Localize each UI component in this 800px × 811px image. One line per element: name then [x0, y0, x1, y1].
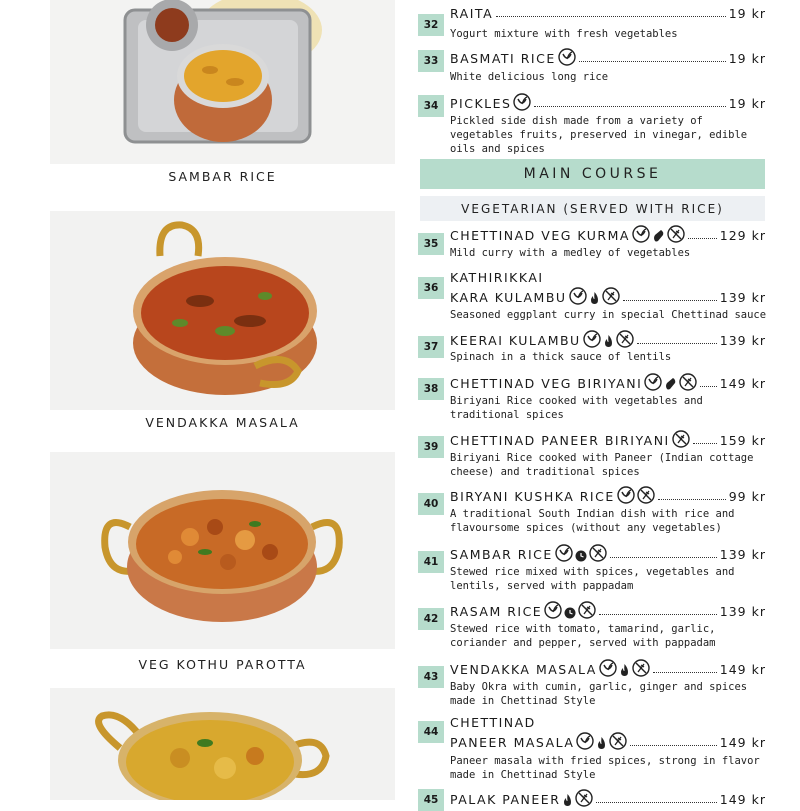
- item-name-line1: KATHIRIKKAI: [450, 270, 544, 285]
- vegan-icon: [544, 601, 562, 619]
- item-description: Biriyani Rice cooked with Paneer (Indian cottage cheese) and traditional spices: [450, 452, 754, 478]
- item-name: PANEER MASALA: [450, 735, 575, 750]
- dotted-leader: [623, 300, 717, 301]
- item-price: 149 kr: [719, 735, 766, 750]
- item-number-badge: 43: [418, 666, 444, 688]
- item-title-row: [450, 732, 766, 750]
- item-title-row: [450, 225, 766, 243]
- item-price: 99 kr: [728, 489, 766, 504]
- vegan-icon: [583, 330, 601, 348]
- photo-caption-3: VEG KOTHU PAROTTA: [138, 657, 307, 672]
- item-number-badge: 37: [418, 336, 444, 358]
- no-gluten-icon: [589, 544, 607, 562]
- spicy-icon: [603, 334, 614, 348]
- photo-caption-1: SAMBAR RICE: [168, 169, 277, 184]
- no-gluten-icon: [609, 732, 627, 750]
- dotted-leader: [688, 238, 717, 239]
- clock-icon: [564, 607, 576, 619]
- clock-icon: [575, 550, 587, 562]
- item-title-row: [450, 287, 766, 305]
- item-name: KEERAI KULAMBU: [450, 333, 581, 348]
- dotted-leader: [700, 386, 717, 387]
- item-price: 19 kr: [728, 6, 766, 21]
- item-title-row: [450, 601, 766, 619]
- dotted-leader: [630, 745, 716, 746]
- item-description: Yogurt mixture with fresh vegetables: [450, 28, 678, 40]
- photo-sambar-rice: [50, 0, 395, 164]
- item-price: 139 kr: [719, 333, 766, 348]
- item-price: 149 kr: [719, 376, 766, 391]
- no-gluten-icon: [616, 330, 634, 348]
- vegan-icon: [558, 48, 576, 66]
- item-name: CHETTINAD VEG KURMA: [450, 228, 630, 243]
- item-description: Seasoned eggplant curry in special Chettinad sauce: [450, 309, 767, 321]
- item-name: CHETTINAD VEG BIRIYANI: [450, 376, 643, 391]
- vegan-icon: [513, 93, 531, 111]
- spicy-icon: [589, 291, 600, 305]
- dotted-leader: [579, 61, 726, 62]
- dotted-leader: [496, 16, 726, 17]
- item-title-row: [450, 330, 766, 348]
- item-price: 129 kr: [719, 228, 766, 243]
- item-number-badge: 45: [418, 789, 444, 811]
- item-title-row: [450, 6, 766, 21]
- item-number-badge: 44: [418, 721, 444, 743]
- spicy-icon: [619, 663, 630, 677]
- item-name: RAITA: [450, 6, 494, 21]
- spicy-icon: [562, 793, 573, 807]
- item-price: 139 kr: [719, 290, 766, 305]
- item-description: Biriyani Rice cooked with vegetables and traditional spices: [450, 395, 703, 421]
- item-name: SAMBAR RICE: [450, 547, 553, 562]
- item-name: VENDAKKA MASALA: [450, 662, 597, 677]
- item-title-row: [450, 373, 766, 391]
- item-name: BASMATI RICE: [450, 51, 556, 66]
- vegan-icon: [599, 659, 617, 677]
- dotted-leader: [658, 499, 726, 500]
- item-name: PALAK PANEER: [450, 792, 561, 807]
- item-description: White delicious long rice: [450, 71, 609, 83]
- dotted-leader: [534, 106, 725, 107]
- no-gluten-icon: [632, 659, 650, 677]
- photo-curry-bowl: [50, 688, 395, 800]
- item-price: 19 kr: [728, 51, 766, 66]
- no-gluten-icon: [679, 373, 697, 391]
- item-number-badge: 42: [418, 608, 444, 630]
- item-title-row: [450, 430, 766, 448]
- item-title-row: [450, 486, 766, 504]
- item-title-row: [450, 789, 766, 807]
- item-price: 149 kr: [719, 792, 766, 807]
- no-gluten-icon: [578, 601, 596, 619]
- vegan-icon: [632, 225, 650, 243]
- item-description: Spinach in a thick sauce of lentils: [450, 351, 672, 363]
- dotted-leader: [610, 557, 717, 558]
- item-number-badge: 35: [418, 233, 444, 255]
- section-main-course: MAIN COURSE: [420, 159, 765, 189]
- item-description: Mild curry with a medley of vegetables: [450, 247, 691, 259]
- item-name-line1: CHETTINAD: [450, 715, 536, 730]
- no-gluten-icon: [637, 486, 655, 504]
- item-description: Baby Okra with cumin, garlic, ginger and spices made in Chettinad Style: [450, 681, 748, 707]
- item-number-badge: 40: [418, 493, 444, 515]
- dotted-leader: [596, 802, 716, 803]
- photo-veg-kothu-parotta: [50, 452, 395, 649]
- item-number-badge: 41: [418, 551, 444, 573]
- item-description: A traditional South Indian dish with rice and flavoursome spices (without any vegetables): [450, 508, 735, 534]
- photo-vendakka-masala: [50, 211, 395, 410]
- item-number-badge: 34: [418, 95, 444, 117]
- item-number-badge: 36: [418, 277, 444, 299]
- item-description: Stewed rice mixed with spices, vegetables and lentils, served with pappadam: [450, 566, 735, 592]
- item-number-badge: 32: [418, 14, 444, 36]
- item-description: Pickled side dish made from a variety of vegetables fruits, preserved in vinegar, edible oils and spices: [450, 115, 748, 155]
- item-name: RASAM RICE: [450, 604, 543, 619]
- item-name: BIRYANI KUSHKA RICE: [450, 489, 615, 504]
- item-description: Stewed rice with tomato, tamarind, garlic, coriander and pepper, served with pappadam: [450, 623, 716, 649]
- item-title-row: [450, 48, 766, 66]
- item-title-row: [450, 659, 766, 677]
- nut-icon: [652, 229, 665, 243]
- item-price: 159 kr: [719, 433, 766, 448]
- item-name: PICKLES: [450, 96, 512, 111]
- item-price: 19 kr: [728, 96, 766, 111]
- item-name: KARA KULAMBU: [450, 290, 567, 305]
- no-gluten-icon: [672, 430, 690, 448]
- dotted-leader: [693, 443, 717, 444]
- item-price: 139 kr: [719, 604, 766, 619]
- vegan-icon: [644, 373, 662, 391]
- item-number-badge: 38: [418, 378, 444, 400]
- vegan-icon: [576, 732, 594, 750]
- item-number-badge: 39: [418, 436, 444, 458]
- item-title-row: [450, 544, 766, 562]
- item-price: 149 kr: [719, 662, 766, 677]
- item-name: CHETTINAD PANEER BIRIYANI: [450, 433, 670, 448]
- vegan-icon: [617, 486, 635, 504]
- vegan-icon: [569, 287, 587, 305]
- subsection-vegetarian: VEGETARIAN (SERVED WITH RICE): [420, 196, 765, 221]
- photo-caption-2: VENDAKKA MASALA: [145, 415, 300, 430]
- no-gluten-icon: [602, 287, 620, 305]
- item-number-badge: 33: [418, 50, 444, 72]
- dotted-leader: [653, 672, 717, 673]
- dotted-leader: [599, 614, 717, 615]
- item-price: 139 kr: [719, 547, 766, 562]
- nut-icon: [664, 377, 677, 391]
- no-gluten-icon: [575, 789, 593, 807]
- spicy-icon: [596, 736, 607, 750]
- item-description: Paneer masala with fried spices, strong in flavor made in Chettinad Style: [450, 755, 760, 781]
- dotted-leader: [637, 343, 717, 344]
- no-gluten-icon: [667, 225, 685, 243]
- item-title-row: [450, 93, 766, 111]
- vegan-icon: [555, 544, 573, 562]
